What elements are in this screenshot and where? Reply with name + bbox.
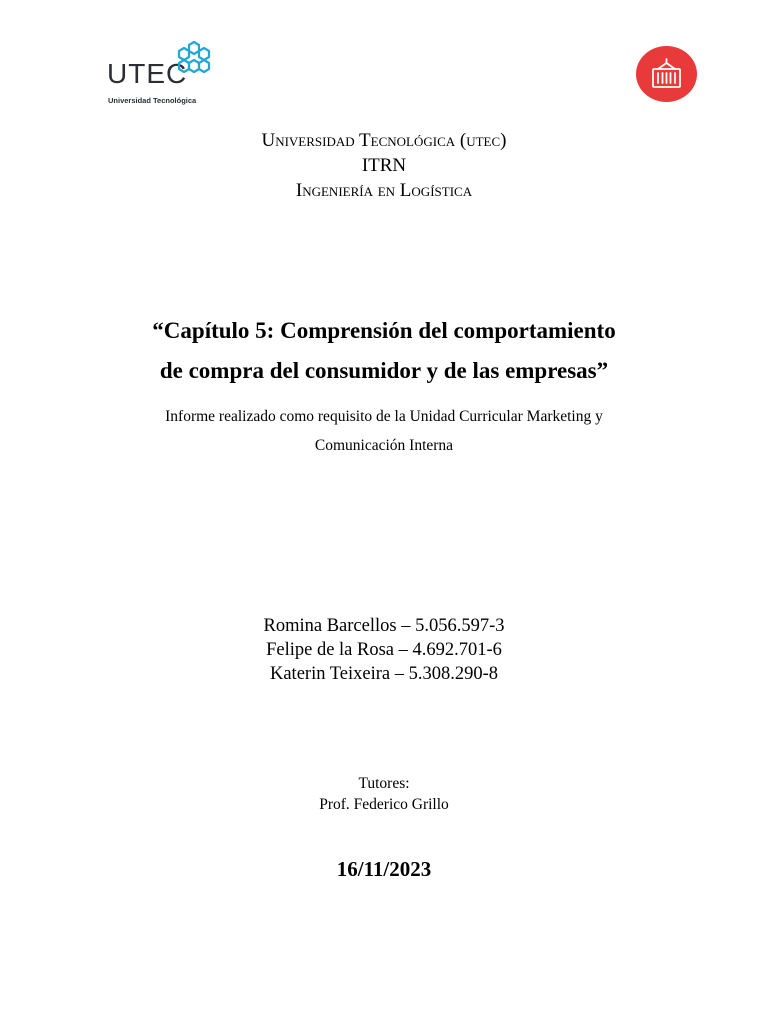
author-2: Felipe de la Rosa – 4.692.701-6 xyxy=(266,640,502,660)
institution-name: Universidad Tecnológica (utec) xyxy=(261,130,507,151)
document-date: 16/11/2023 xyxy=(336,857,432,881)
logistics-badge xyxy=(636,46,697,102)
author-1: Romina Barcellos – 5.056.597-3 xyxy=(263,616,505,636)
tutor-name: Prof. Federico Grillo xyxy=(319,796,449,813)
author-3: Katerin Teixeira – 5.308.290-8 xyxy=(269,664,498,684)
document-title-line-1: “Capítulo 5: Comprensión del comportamiento xyxy=(152,318,616,343)
institution-program: Ingeniería en Logística xyxy=(295,180,473,201)
shipping-container-icon xyxy=(650,58,683,90)
utec-logo-word: UTEC xyxy=(107,58,188,89)
institution-campus: ITRN xyxy=(361,155,407,176)
document-title-line-2: de compra del consumidor y de las empresas” xyxy=(159,358,609,383)
tutors-label: Tutores: xyxy=(358,775,410,792)
utec-logo xyxy=(107,40,217,108)
description-line-1: Informe realizado como requisito de la Unidad Curricular Marketing y xyxy=(165,408,603,425)
utec-logo-subtitle: Universidad Tecnológica xyxy=(108,96,197,105)
description-line-2: Comunicación Interna xyxy=(314,437,454,454)
utec-hexagon-icon xyxy=(177,40,211,74)
